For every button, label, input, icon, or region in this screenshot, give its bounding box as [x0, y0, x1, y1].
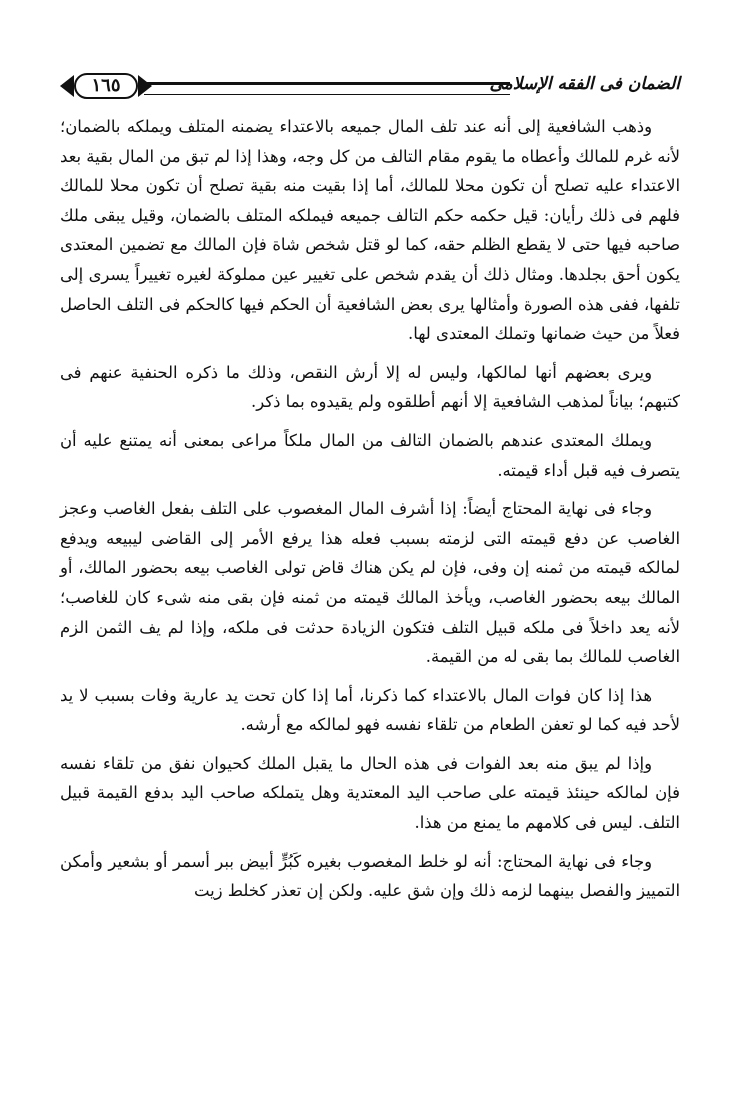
header-rule — [144, 82, 510, 95]
paragraph: وجاء فى نهاية المحتاج: أنه لو خلط المغصوب بغيره كَبُرٍّ أبيض ببر أسمر أو بشعير وأمكن التمييز والفصل بينهما لزمه ذلك وإن شق عليه. ولكن إن تعذر كخلط زيت — [60, 851, 680, 901]
running-title: الضمان فى الفقه الإسلامى — [489, 74, 680, 94]
body-text — [60, 112, 680, 915]
page-header — [60, 70, 680, 104]
paragraph: ويرى بعضهم أنها لمالكها، وليس له إلا أرش النقص، وذلك ما ذكره الحنفية عنهم فى كتبهم؛ بياناً لمذهب الشافعية إلا أنهم أطلقوه ولم يقيدوه بما ذكر. — [60, 362, 680, 412]
paragraph: هذا إذا كان فوات المال بالاعتداء كما ذكرنا، أما إذا كان تحت يد عارية وفات بسبب لا يد لأحد فيه كما لو تعفن الطعام من تلقاء نفسه فهو لمالكه مع أرشه. — [60, 685, 680, 735]
paragraph: وجاء فى نهاية المحتاج أيضاً: إذا أشرف المال المغصوب على التلف بفعل الغاصب وعجز الغاصب عن دفع قيمته التى لزمته بسبب فعله هذا يرفع الأمر إلى القاضى ليبيعه ويدفع لمالكه قيمته من ثمنه إن وفى، فإن لم يكن هناك قاض تولى الغاصب بيعه بحضور المالك، أو المالك بيعه بحضور الغاصب، ويأخذ المالك قيمته من ثمنه فإن بقى منه شىء كان للغاصب؛ لأنه يعد داخلاً فى ملكه قبيل التلف فتكون الزيادة حدثت فى ملكه، وإذا لم يف الثمن الزم الغاصب للمالك بما بقى له من القيمة. — [60, 499, 680, 667]
page-number: ١٦٥ — [74, 73, 138, 99]
paragraph: وذهب الشافعية إلى أنه عند تلف المال جميعه بالاعتداء يضمنه المتلف ويملكه بالضمان؛ لأنه غرم للمالك وأعطاه ما يقوم مقام التالف من كل وجه، وهذا إذا لم تبق من المال بقية بعد الاعتداء عليه تصلح أن تكون محلا للمالك، أما إذا بقيت منه بقية تصلح أن تكون محلا للمالك فلهم فى ذلك رأيان: قيل حكمه حكم التالف جميعه فيملكه المتلف بالضمان، وقيل يبقى ملك صاحبه فيها حتى لا يقطع الظلم حقه، كما لو قتل شخص شاة فإن المالك مع تضمين المعتدى يكون أحق بجلدها. ومثال ذلك أن يقدم شخص على تغيير عين مملوكة لغيره تغييراً يسرى إلى تلفها، ففى هذه الصورة وأمثالها يرى بعض الشافعية أن الحكم فيها كالحكم فى التلف الحاصل فعلاً من حيث ضمانها وتملك المعتدى لها. — [60, 117, 680, 344]
paragraph: ويملك المعتدى عندهم بالضمان التالف من المال ملكاً مراعى بمعنى أنه يمتنع عليه أن يتصرف فيه قبل أداء قيمته. — [60, 430, 680, 480]
left-arrow-ornament — [60, 75, 74, 97]
paragraph: وإذا لم يبق منه بعد الفوات فى هذه الحال ما يقبل الملك كحيوان نفق من تلقاء نفسه فإن لمالكه حينئذ قيمته على صاحب اليد المعتدية وهل يتملكه صاحب اليد بدفع القيمة قبيل التلف. ليس فى كلامهم ما يمنع من هذا. — [60, 753, 680, 833]
